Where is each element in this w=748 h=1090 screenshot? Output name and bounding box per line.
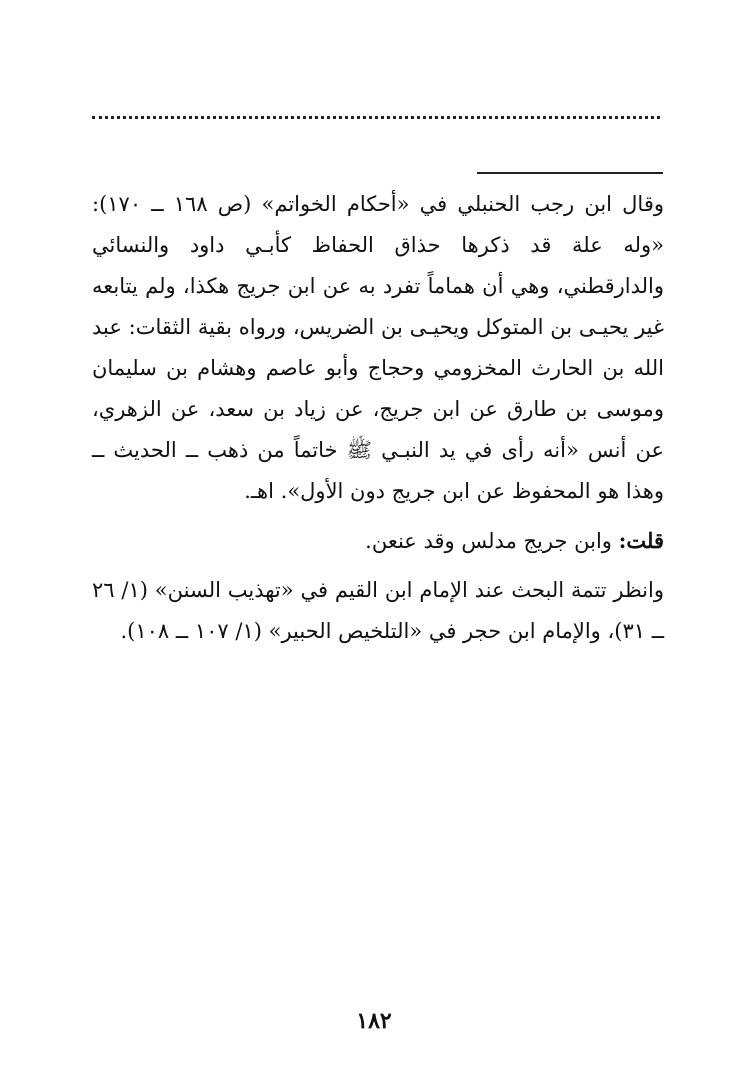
comment-text: وابن جريج مدلس وقد عنعن. (365, 529, 619, 553)
footnote-separator-line (477, 172, 663, 174)
page-body-text (92, 184, 664, 652)
separator-dotted-line (92, 116, 660, 119)
page-number: ١٨٢ (356, 1008, 392, 1034)
paragraph-ibn-rajab-quote: وقال ابن رجب الحنبلي في «أحكام الخواتم» (ص ١٦٨ ــ ١٧٠): «وله علة قد ذكرها حذاق الحفاظ كأبـي داود والنسائي والدارقطني، وهي أن هماماً تفرد به عن ابن جريج هكذا، ولم يتابعه غير يحيـى بن المتوكل ويحيـى بن الضريس، ورواه بقية الثقات: عبد الله بن الحارث المخزومي وحجاج وأبو عاصم وهشام بن سليمان وموسى بن طارق عن ابن جريج، عن زياد بن سعد، عن الزهري، عن أنس «أنه رأى في يد النبـي ﷺ خاتماً من ذهب ــ الحديث ــ وهذا هو المحفوظ عن ابن جريج دون الأول». اهـ. (92, 192, 664, 503)
paragraph-further-reference: وانظر تتمة البحث عند الإمام ابن القيم في «تهذيب السنن» (١/ ٢٦ ــ ٣١)، والإمام ابن حجر في «التلخيص الحبير» (١/ ١٠٧ ــ ١٠٨). (92, 578, 664, 643)
comment-label: قلت: (618, 528, 664, 553)
paragraph-author-comment (92, 520, 664, 562)
